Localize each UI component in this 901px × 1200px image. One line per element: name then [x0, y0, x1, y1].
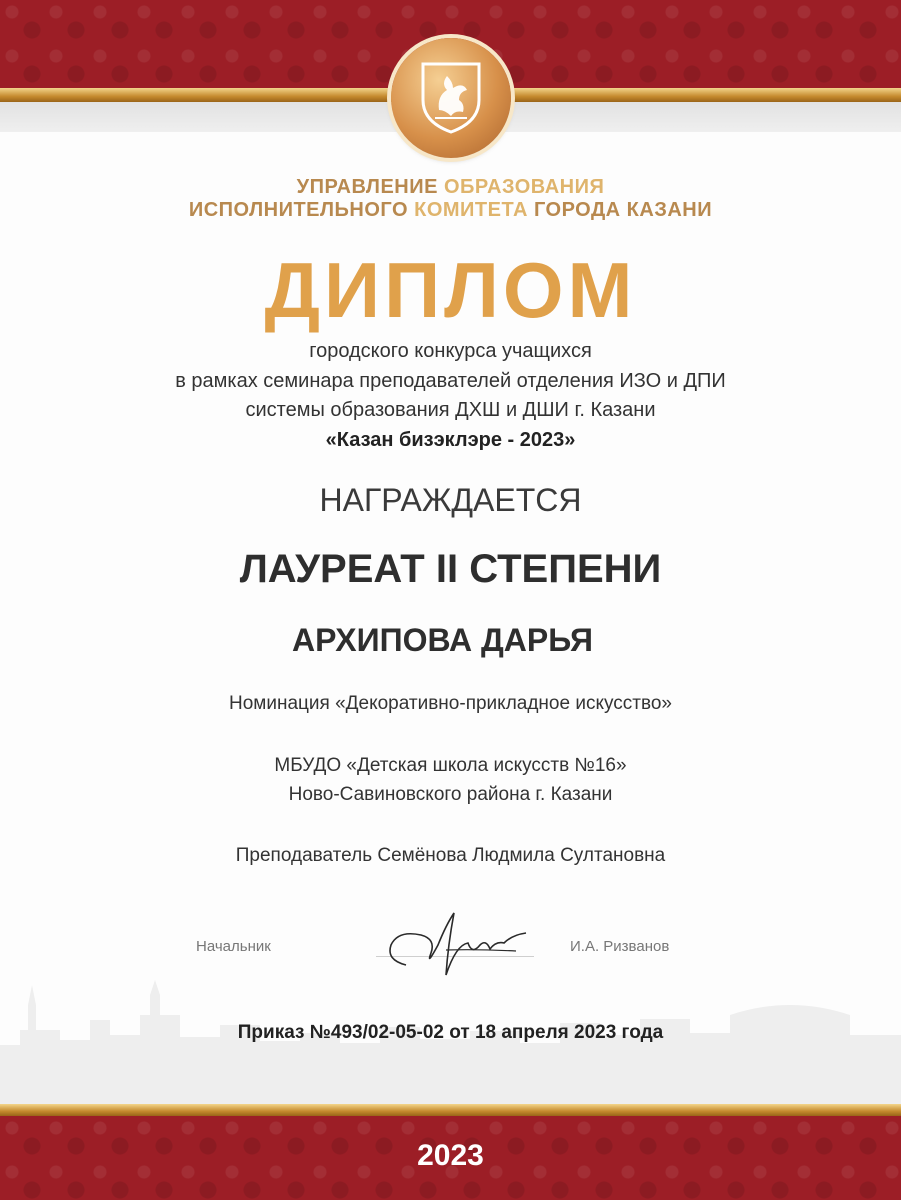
- department-line-2-b: КОМИТЕТА: [414, 199, 534, 221]
- nomination: Номинация «Декоративно-прикладное искусство»: [229, 693, 672, 714]
- description-line-3: системы образования ДХШ и ДШИ г. Казани: [245, 399, 656, 421]
- department-line-1-a: УПРАВЛЕНИЕ: [296, 176, 444, 198]
- signer-name: И.А. Ризванов: [570, 938, 670, 955]
- department-line-2: [0, 199, 901, 222]
- diploma-year: 2023: [417, 1139, 484, 1172]
- laureate-degree: ЛАУРЕАТ II СТЕПЕНИ: [239, 547, 662, 591]
- order-reference: Приказ №493/02-05-02 от 18 апреля 2023 года: [237, 1022, 664, 1043]
- handwritten-signature: [376, 905, 531, 985]
- emblem-shield-icon: [419, 60, 483, 134]
- bottom-gold-stripe: [0, 1104, 901, 1116]
- contest-name: «Казан бизэклэре - 2023»: [325, 429, 576, 451]
- school-line-1: МБУДО «Детская школа искусств №16»: [274, 755, 627, 776]
- description-line-1: городского конкурса учащихся: [309, 340, 592, 362]
- description-line-2: в рамках семинара преподавателей отделения ИЗО и ДПИ: [175, 370, 726, 392]
- recipient-name: АРХИПОВА ДАРЬЯ: [292, 622, 594, 658]
- department-line-2-a: ИСПОЛНИТЕЛЬНОГО: [188, 199, 415, 221]
- kazan-coat-of-arms-icon: [391, 38, 511, 158]
- teacher: Преподаватель Семёнова Людмила Султановна: [235, 845, 666, 866]
- department-line-2-c: ГОРОДА КАЗАНИ: [533, 199, 713, 221]
- awarded-heading: НАГРАЖДАЕТСЯ: [319, 482, 582, 518]
- signer-position: Начальник: [196, 938, 271, 955]
- department-line-1-b: ОБРАЗОВАНИЯ: [444, 176, 605, 198]
- department-line-1: [0, 176, 901, 199]
- diploma-title: ДИПЛОМ: [264, 246, 637, 334]
- school-line-2: Ново-Савиновского района г. Казани: [288, 784, 613, 805]
